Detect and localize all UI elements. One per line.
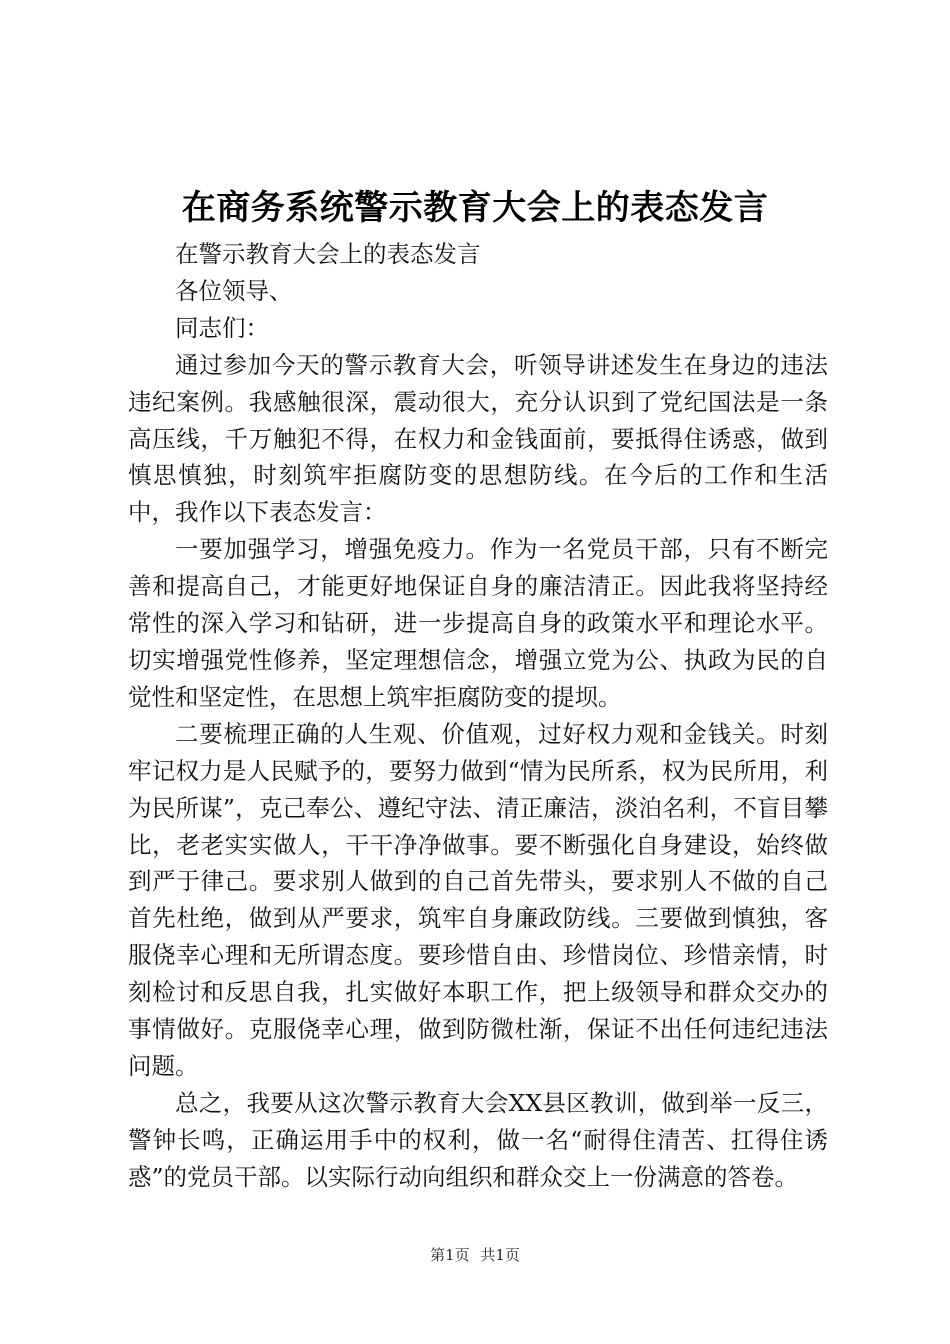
page-number: 第1页: [430, 1246, 470, 1264]
salutation-line-2: 同志们：: [175, 313, 269, 342]
salutation-line-1: 各位领导、: [175, 276, 293, 305]
conclusion-paragraph: 总之，我要从这次警示教育大会XX县区教训，做到举一反三，警钟长鸣，正确运用手中的权利，做一名“耐得住清苦、扛得住诱惑”的党员干部。以实际行动向组织和群众交上一份满意的答卷。: [128, 1088, 828, 1191]
page-footer: [0, 1244, 950, 1266]
intro-paragraph: 通过参加今天的警示教育大会，听领导讲述发生在身边的违法违纪案例。我感触很深，震动很大，充分认识到了党纪国法是一条高压线，千万触犯不得，在权力和金钱面前，要抵得住诱惑，做到慎思慎独，时刻筑牢拒腐防变的思想防线。在今后的工作和生活中，我作以下表态发言：: [128, 350, 828, 527]
subtitle-paragraph: 在警示教育大会上的表态发言: [175, 240, 481, 268]
point-two-paragraph: 二要梳理正确的人生观、价值观，过好权力观和金钱关。时刻牢记权力是人民赋予的，要努力做到“情为民所系，权为民所用，利为民所谋”，克己奉公、遵纪守法、清正廉洁，淡泊名利，不盲目攀比，老老实实做人，干干净净做事。要不断强化自身建设，始终做到严于律己。要求别人做到的自己首先带头，要求别人不做的自己首先杜绝，做到从严要求，筑牢自身廉政防线。三要做到慎独，客服侥幸心理和无所谓态度。要珍惜自由、珍惜岗位、珍惜亲情，时刻检讨和反思自我，扎实做好本职工作，把上级领导和群众交办的事情做好。克服侥幸心理，做到防微杜渐，保证不出任何违纪违法问题。: [128, 719, 828, 1080]
document-title: 在商务系统警示教育大会上的表态发言: [181, 188, 769, 228]
document-body: [128, 236, 828, 1196]
point-one-paragraph: 一要加强学习，增强免疫力。作为一名党员干部，只有不断完善和提高自己，才能更好地保证自身的廉洁清正。因此我将坚持经常性的深入学习和钻研，进一步提高自身的政策水平和理论水平。切实增强党性修养，坚定理想信念，增强立党为公、执政为民的自觉性和坚定性，在思想上筑牢拒腐防变的提坝。: [128, 535, 828, 711]
page-total: 共1页: [480, 1246, 520, 1264]
